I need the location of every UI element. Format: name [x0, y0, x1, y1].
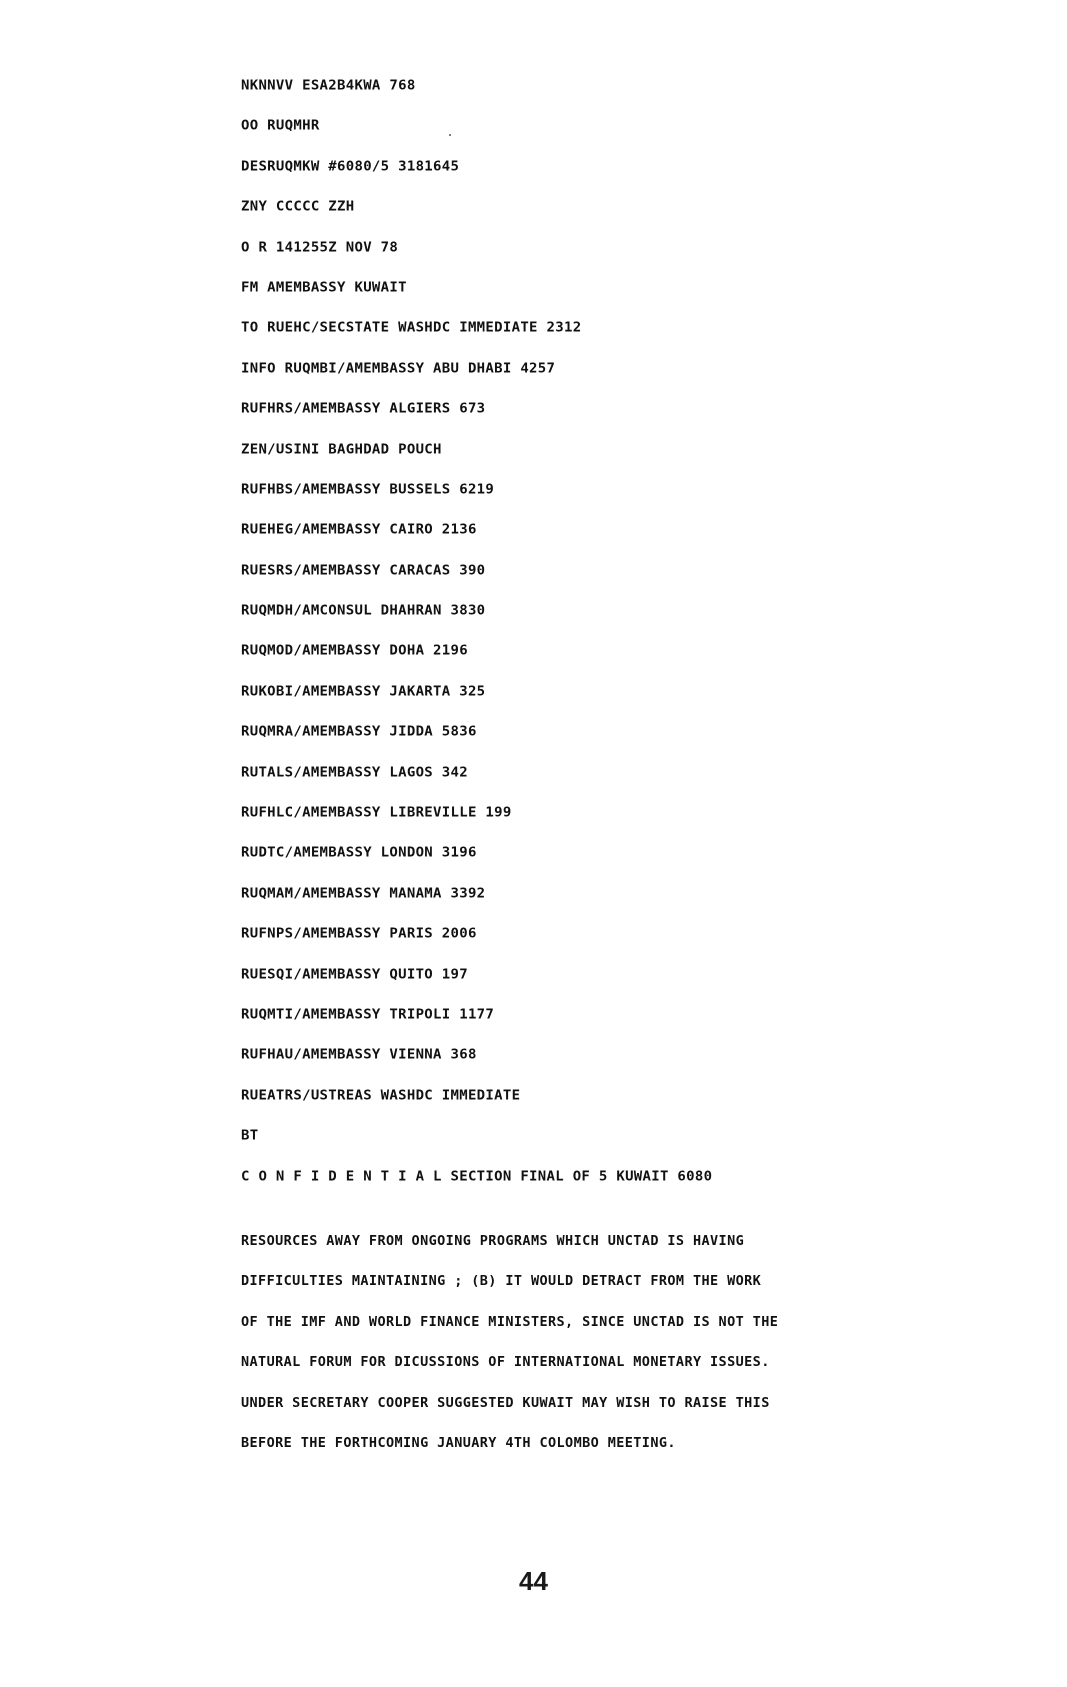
body-line: DIFFICULTIES MAINTAINING ; (B) IT WOULD DETRACT FROM THE WORK — [241, 1273, 762, 1290]
header-line: RUFHRS/AMEMBASSY ALGIERS 673 — [241, 401, 486, 417]
body-line: UNDER SECRETARY COOPER SUGGESTED KUWAIT MAY WISH TO RAISE THIS — [241, 1394, 770, 1411]
header-line: RUDTC/AMEMBASSY LONDON 3196 — [241, 845, 477, 861]
cable-body — [241, 1231, 881, 1473]
header-line: FM AMEMBASSY KUWAIT — [241, 279, 407, 296]
header-line: RUEHEG/AMEMBASSY CAIRO 2136 — [241, 522, 477, 538]
header-line: RUESRS/AMEMBASSY CARACAS 390 — [241, 562, 486, 578]
header-line: RUEATRS/USTREAS WASHDC IMMEDIATE — [241, 1087, 521, 1103]
header-line: NKNNVV ESA2B4KWA 768 — [241, 77, 416, 94]
header-line: RUQMDH/AMCONSUL DHAHRAN 3830 — [241, 602, 486, 619]
header-line: RUQMAM/AMEMBASSY MANAMA 3392 — [241, 885, 486, 901]
header-line: RUQMTI/AMEMBASSY TRIPOLI 1177 — [241, 1006, 495, 1023]
cable-header — [241, 76, 1021, 1207]
page-number: 44 — [519, 1566, 548, 1596]
header-line: RUFHAU/AMEMBASSY VIENNA 368 — [241, 1047, 477, 1063]
header-line: ZEN/USINI BAGHDAD POUCH — [241, 441, 442, 457]
header-line: RUESQI/AMEMBASSY QUITO 197 — [241, 966, 468, 982]
body-line: RESOURCES AWAY FROM ONGOING PROGRAMS WHICH UNCTAD IS HAVING — [241, 1233, 745, 1249]
header-line: RUTALS/AMEMBASSY LAGOS 342 — [241, 764, 468, 780]
header-line: RUFHLC/AMEMBASSY LIBREVILLE 199 — [241, 804, 512, 821]
body-line: BEFORE THE FORTHCOMING JANUARY 4TH COLOMBO MEETING. — [241, 1434, 676, 1451]
header-line: O R 141255Z NOV 78 — [241, 239, 399, 255]
header-line: RUKOBI/AMEMBASSY JAKARTA 325 — [241, 683, 486, 699]
header-line: TO RUEHC/SECSTATE WASHDC IMMEDIATE 2312 — [241, 320, 582, 336]
body-line: NATURAL FORUM FOR DICUSSIONS OF INTERNATIONAL MONETARY ISSUES. — [241, 1354, 770, 1371]
header-line: INFO RUQMBI/AMEMBASSY ABU DHABI 4257 — [241, 360, 556, 376]
body-line: OF THE IMF AND WORLD FINANCE MINISTERS, SINCE UNCTAD IS NOT THE — [241, 1313, 779, 1330]
header-line: RUFNPS/AMEMBASSY PARIS 2006 — [241, 926, 477, 942]
header-line: RUQMOD/AMEMBASSY DOHA 2196 — [241, 643, 468, 659]
header-line: RUFHBS/AMEMBASSY BUSSELS 6219 — [241, 481, 495, 498]
classification-line: C O N F I D E N T I A L SECTION FINAL OF 5 KUWAIT 6080 — [241, 1168, 713, 1184]
header-line: BT — [241, 1128, 259, 1144]
header-line: ZNY CCCCC ZZH — [241, 199, 355, 215]
header-line: OO RUQMHR — [241, 118, 320, 134]
header-line: DESRUQMKW #6080/5 3181645 — [241, 158, 460, 174]
header-line: RUQMRA/AMEMBASSY JIDDA 5836 — [241, 724, 477, 740]
